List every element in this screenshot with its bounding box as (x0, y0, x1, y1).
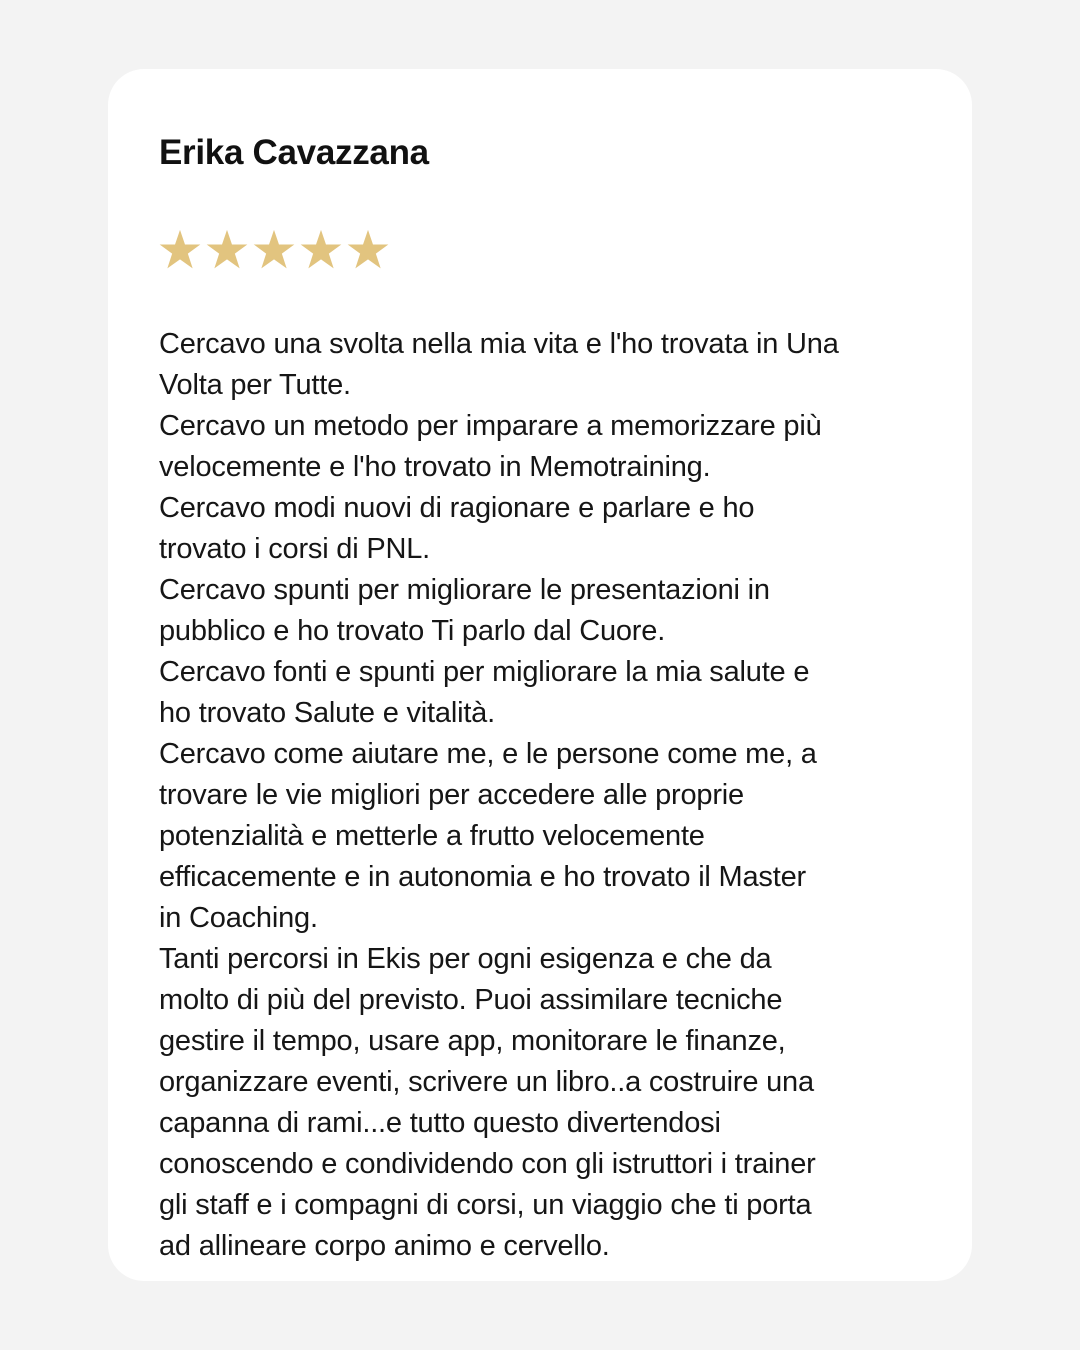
review-card (108, 69, 972, 1281)
review-line: efficacemente e in autonomia e ho trovato il Master (159, 861, 806, 893)
star-icon (204, 227, 250, 273)
star-rating (157, 227, 391, 273)
review-line: Cercavo fonti e spunti per migliorare la mia salute e (159, 656, 810, 688)
review-line: organizzare eventi, scrivere un libro..a costruire una (159, 1066, 814, 1098)
review-line: velocemente e l'ho trovato in Memotraining. (159, 451, 711, 483)
star-icon (157, 227, 203, 273)
review-line: conoscendo e condividendo con gli istruttori i trainer (159, 1148, 816, 1180)
review-line: Cercavo come aiutare me, e le persone come me, a (159, 738, 817, 770)
review-text (159, 324, 929, 1267)
review-line: Cercavo una svolta nella mia vita e l'ho trovata in Una (159, 328, 839, 360)
review-line: gli staff e i compagni di corsi, un viaggio che ti porta (159, 1189, 812, 1221)
review-line: ho trovato Salute e vitalità. (159, 697, 495, 729)
review-line: potenzialità e metterle a frutto velocemente (159, 820, 705, 852)
review-line: Cercavo modi nuovi di ragionare e parlare e ho (159, 492, 755, 524)
review-line: trovato i corsi di PNL. (159, 533, 430, 565)
star-icon (251, 227, 297, 273)
review-line: trovare le vie migliori per accedere alle proprie (159, 779, 744, 811)
review-line: Tanti percorsi in Ekis per ogni esigenza e che da (159, 943, 772, 975)
review-line: in Coaching. (159, 902, 318, 934)
reviewer-name: Erika Cavazzana (159, 133, 429, 172)
review-line: capanna di rami...e tutto questo divertendosi (159, 1107, 721, 1139)
review-line: ad allineare corpo animo e cervello. (159, 1230, 610, 1262)
star-icon (298, 227, 344, 273)
review-line: Cercavo spunti per migliorare le presentazioni in (159, 574, 770, 606)
review-line: Volta per Tutte. (159, 369, 351, 401)
review-line: Cercavo un metodo per imparare a memorizzare più (159, 410, 822, 442)
review-line: molto di più del previsto. Puoi assimilare tecniche (159, 984, 783, 1016)
star-icon (345, 227, 391, 273)
review-line: pubblico e ho trovato Ti parlo dal Cuore. (159, 615, 666, 647)
review-line: gestire il tempo, usare app, monitorare le finanze, (159, 1025, 786, 1057)
